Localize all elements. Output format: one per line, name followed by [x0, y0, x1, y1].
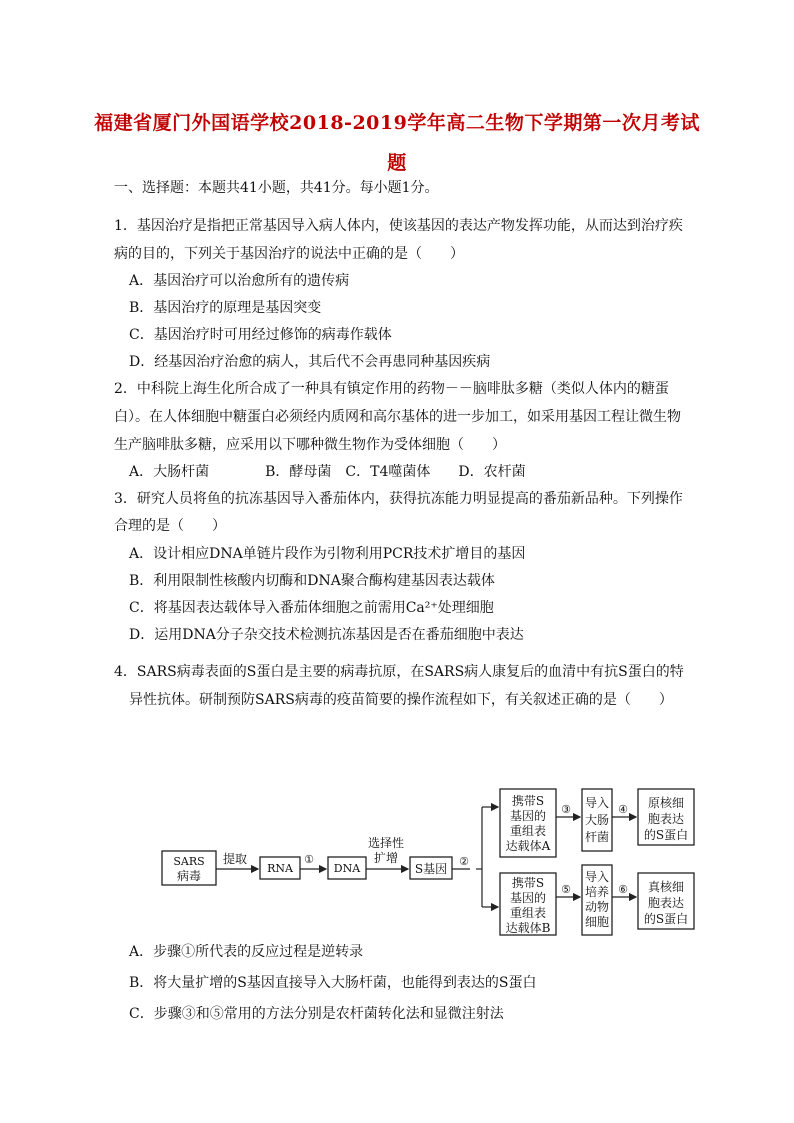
q4-stem-line1: 4．SARS病毒表面的S蛋白是主要的病毒抗原，在SARS病人康复后的血清中有抗S蛋白的特	[114, 664, 684, 680]
q2-stem-line3: 生产脑啡肽多糖，应采用以下哪种微生物作为受体细胞（ ）	[114, 437, 506, 453]
amplify-label-1: 选择性	[367, 836, 405, 850]
vector-a-line4: 达载体A	[505, 839, 551, 853]
step1-label: ①	[304, 853, 314, 866]
vector-b-line4: 达载体B	[505, 921, 551, 935]
prokaryote-line3: 的S蛋白	[643, 828, 689, 842]
ecoli-line2: 大肠	[584, 813, 610, 827]
q2-stem-line1: 2．中科院上海生化所合成了一种具有镇定作用的药物－－脑啡肽多糖（类似人体内的糖蛋	[114, 381, 669, 397]
animal-line3: 动物	[584, 900, 610, 914]
q1-option-c: C．基因治疗时可用经过修饰的病毒作载体	[129, 327, 392, 343]
ecoli-line3: 杆菌	[584, 830, 610, 844]
q3-option-b: B．利用限制性核酸内切酶和DNA聚合酶构建基因表达载体	[129, 573, 495, 589]
animal-line2: 培养	[584, 885, 610, 899]
q2-stem-line2: 白）。在人体细胞中糖蛋白必须经内质网和高尔基体的进一步加工，如采用基因工程让微生物	[114, 409, 681, 425]
q4-stem-line2: 异性抗体。研制预防SARS病毒的疫苗简要的操作流程如下，有关叙述正确的是（ ）	[129, 692, 673, 708]
vector-b-line3: 重组表	[509, 906, 547, 920]
step2-label: ②	[459, 855, 469, 868]
vector-a-line3: 重组表	[509, 824, 547, 838]
q3-option-d: D．运用DNA分子杂交技术检测抗冻基因是否在番茄细胞中表达	[129, 627, 524, 643]
q4-option-a: A．步骤①所代表的反应过程是逆转录	[129, 944, 364, 960]
q1-option-d: D．经基因治疗治愈的病人，其后代不会再患同种基因疾病	[129, 354, 491, 370]
q4-option-c: C．步骤③和⑤常用的方法分别是农杆菌转化法和显微注射法	[129, 1006, 504, 1022]
eukaryote-line1: 真核细	[647, 880, 685, 894]
vector-a-line1: 携带S	[511, 794, 545, 808]
eukaryote-line3: 的S蛋白	[643, 912, 689, 926]
step5-label: ⑤	[561, 883, 571, 896]
rna-label: RNA	[267, 862, 293, 875]
sars-label-1: SARS	[173, 855, 205, 868]
q3-stem-line2: 合理的是（ ）	[114, 518, 226, 534]
amplify-label-2: 扩增	[373, 851, 399, 865]
prokaryote-line1: 原核细	[647, 796, 685, 810]
animal-line4: 细胞	[584, 915, 610, 929]
dna-label: DNA	[333, 862, 361, 875]
document-title-line1: 福建省厦门外国语学校2018-2019学年高二生物下学期第一次月考试	[94, 112, 700, 134]
eukaryote-line2: 胞表达	[647, 896, 685, 910]
document-title-line2: 题	[387, 152, 407, 174]
q2-options: A．大肠杆菌 B．酵母菌 C．T4噬菌体 D．农杆菌	[129, 464, 526, 480]
q1-option-b: B．基因治疗的原理是基因突变	[129, 300, 322, 316]
extract-label: 提取	[222, 852, 248, 866]
step4-label: ④	[618, 803, 628, 816]
ecoli-line1: 导入	[584, 796, 610, 810]
flow-diagram	[160, 785, 700, 944]
prokaryote-line2: 胞表达	[647, 812, 685, 826]
animal-line1: 导入	[584, 870, 610, 884]
vector-b-line1: 携带S	[511, 876, 545, 890]
step6-label: ⑥	[618, 883, 628, 896]
q1-stem-line1: 1．基因治疗是指把正常基因导入病人体内，使该基因的表达产物发挥功能，从而达到治疗疾	[114, 218, 683, 234]
q3-option-c: C．将基因表达载体导入番茄体细胞之前需用Ca²⁺处理细胞	[129, 600, 494, 616]
s-gene-label: S基因	[414, 862, 448, 876]
q3-stem-line1: 3．研究人员将鱼的抗冻基因导入番茄体内，获得抗冻能力明显提高的番茄新品种。下列操作	[114, 491, 683, 507]
sars-label-2: 病毒	[176, 869, 202, 883]
q4-option-b: B．将大量扩增的S基因直接导入大肠杆菌，也能得到表达的S蛋白	[129, 975, 537, 991]
step3-label: ③	[561, 803, 571, 816]
q1-stem-line2: 病的目的，下列关于基因治疗的说法中正确的是（ ）	[114, 246, 464, 262]
q1-option-a: A．基因治疗可以治愈所有的遗传病	[129, 273, 350, 289]
section-heading: 一、选择题：本题共41小题，共41分。每小题1分。	[114, 180, 439, 196]
q3-option-a: A．设计相应DNA单链片段作为引物利用PCR技术扩增目的基因	[129, 546, 526, 562]
vector-a-line2: 基因的	[509, 809, 547, 823]
vector-b-line2: 基因的	[509, 891, 547, 905]
